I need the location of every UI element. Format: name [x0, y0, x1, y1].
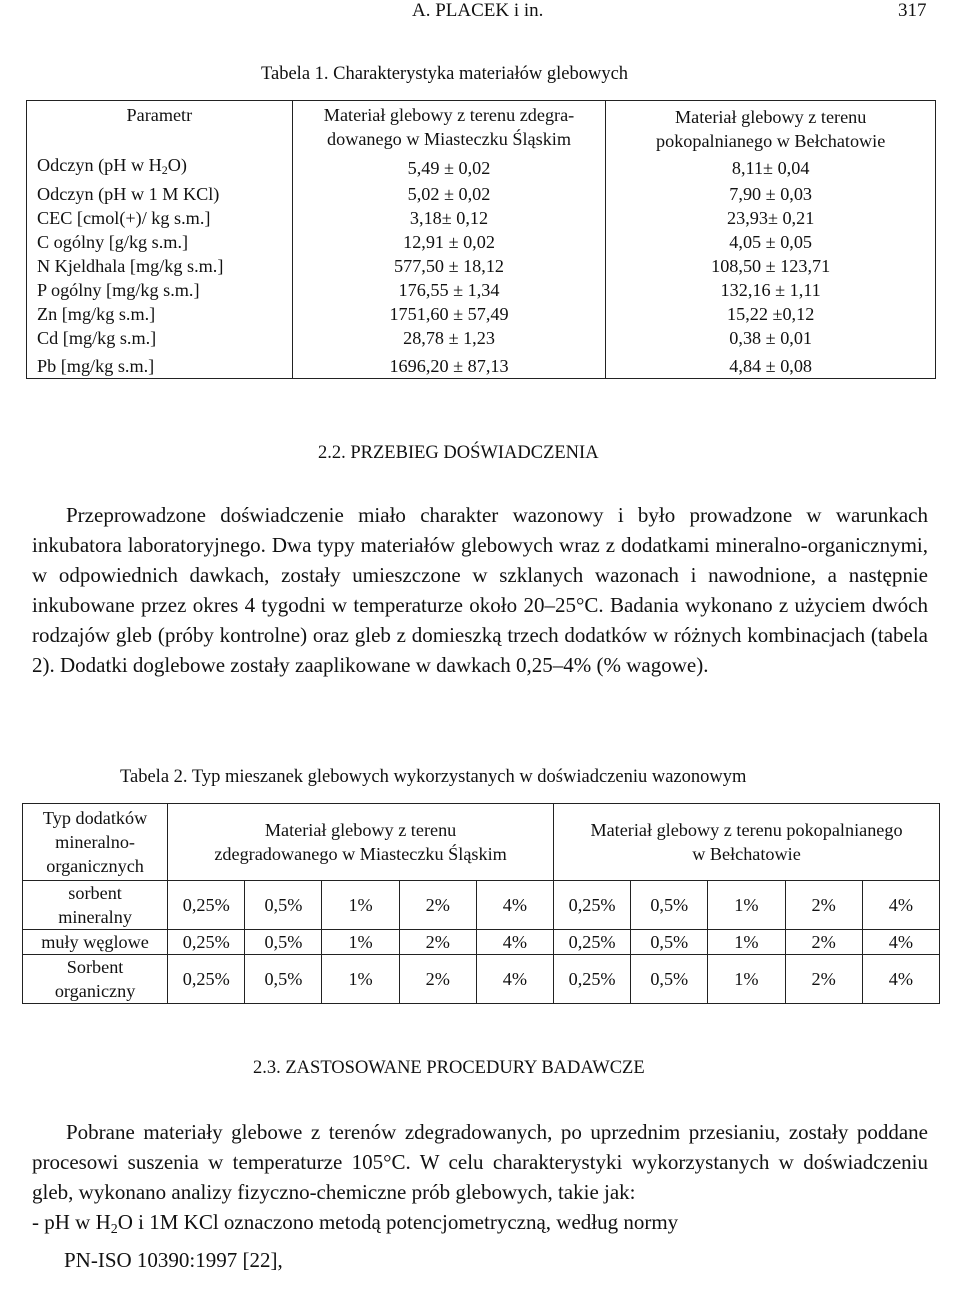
table1-value-b: 15,22 ±0,12 [606, 302, 936, 326]
bullet-item [32, 1207, 928, 1245]
table2-dose: 0,25% [554, 881, 631, 930]
paragraph: Przeprowadzone doświadczenie miało charakter wazonowy i było prowadzone w warunkach inkubatora laboratoryjnego. Dwa typy materiałów glebowych wraz z dodatkami mineralno-organicznymi, w odpowiednich dawkach, zostały umieszczone w szklanych wazonach i nawodnione, a następnie inkubowane przez okres 4 tygodni w temperaturze około 20–25°C. Badania wykonano z użyciem dwóch rodzajów gleb (próby kontrolne) oraz gleb z domieszką trzech dodatków w różnych kombinacjach (tabela 2). Dodatki doglebowe zostały zaaplikowane w dawkach 0,25–4% (% wagowe). [32, 503, 928, 677]
table1-param: CEC [cmol(+)/ kg s.m.] [27, 206, 293, 230]
table2-dose: 2% [785, 881, 862, 930]
table-row [27, 206, 936, 230]
table2-dose: 0,25% [168, 930, 245, 955]
paragraph: Pobrane materiały glebowe z terenów zdegradowanych, po uprzednim przesianiu, zostały poddane procesowi suszenia w temperaturze 105°C. W celu charakterystyki wykorzystanych w doświadczeniu gleb, wykonano analizy fizyczno-chemiczne prób glebowych, takie jak: [32, 1120, 928, 1204]
table1-param: Cd [mg/kg s.m.] [27, 326, 293, 350]
table1-col-a-line1: Materiał glebowy z terenu zdegra- [323, 105, 575, 125]
table2-row-label-line1: sorbent [68, 883, 122, 903]
table-row [27, 254, 936, 278]
page-number: 317 [898, 0, 927, 21]
table2-col-a [168, 804, 554, 881]
table2-col-type-line3: organicznych [46, 856, 144, 876]
table2-dose: 2% [399, 930, 476, 955]
table2-row-label-line2: organiczny [54, 981, 136, 1001]
table1-col-a [292, 101, 606, 154]
table1-col-b [606, 101, 936, 154]
table1-value-a: 28,78 ± 1,23 [292, 326, 606, 350]
table2-dose: 1% [322, 930, 399, 955]
table1-value-b: 8,11± 0,04 [606, 153, 936, 182]
table1-param: Odczyn (pH w $H_2O$) [27, 153, 293, 182]
table2-dose: 2% [785, 930, 862, 955]
table1-value-a: 1696,20 ± 87,13 [292, 350, 606, 379]
table1-header-row [27, 101, 936, 154]
table2-col-type [23, 804, 168, 881]
table2-header-row [23, 804, 940, 881]
table1-value-b: 4,84 ± 0,08 [606, 350, 936, 379]
table-row [23, 881, 940, 930]
table2-dose: 4% [862, 955, 939, 1004]
table1-value-a: 12,91 ± 0,02 [292, 230, 606, 254]
running-header-authors: A. PLACEK i in. [412, 0, 544, 21]
table1-col-param: Parametr [27, 101, 293, 154]
table-row [27, 350, 936, 379]
bullet-item-cont: PN-ISO 10390:1997 [22], [64, 1248, 283, 1272]
table2-row-label-line2: mineralny [58, 907, 132, 927]
table2-dose: 0,5% [631, 955, 708, 1004]
table1-param: C ogólny [g/kg s.m.] [27, 230, 293, 254]
table2-dose: 4% [862, 930, 939, 955]
table2-col-a-line2: zdegradowanego w Miasteczku Śląskim [214, 844, 507, 864]
table1-caption: Tabela 1. Charakterystyka materiałów glebowych [261, 64, 629, 84]
table1-value-b: 7,90 ± 0,03 [606, 182, 936, 206]
table2-col-a-line1: Materiał glebowy z terenu [264, 820, 457, 840]
table1-value-b: 108,50 ± 123,71 [606, 254, 936, 278]
table2-dose: 4% [476, 955, 553, 1004]
table1-value-a: 3,18± 0,12 [292, 206, 606, 230]
table1-value-b: 0,38 ± 0,01 [606, 326, 936, 350]
table1-value-a: 176,55 ± 1,34 [292, 278, 606, 302]
table2-dose: 0,5% [245, 930, 322, 955]
table1-value-b: 23,93± 0,21 [606, 206, 936, 230]
table2-row-label [23, 881, 168, 930]
table1-col-b-line1: Materiał glebowy z terenu [674, 107, 867, 127]
table1-param: N Kjeldhala [mg/kg s.m.] [27, 254, 293, 278]
table1-param: Pb [mg/kg s.m.] [27, 350, 293, 379]
table1-param: Zn [mg/kg s.m.] [27, 302, 293, 326]
table2-dose: 2% [399, 955, 476, 1004]
table1-col-a-line2: dowanego w Miasteczku Śląskim [327, 129, 571, 149]
table2-dose: 4% [476, 881, 553, 930]
table2-dose: 2% [399, 881, 476, 930]
section-2-2-body [32, 500, 928, 680]
table1-param: Odczyn (pH w 1 M KCl) [27, 182, 293, 206]
table2-dose: 0,5% [245, 955, 322, 1004]
table2-col-type-line1: Typ dodatków [42, 808, 148, 828]
table2-col-b-line2: w Bełchatowie [692, 844, 801, 864]
table2-dose: 4% [862, 881, 939, 930]
table2-dose: 0,25% [168, 881, 245, 930]
table2-dose: 4% [476, 930, 553, 955]
table2-dose: 1% [322, 955, 399, 1004]
table1 [26, 100, 936, 379]
table2-dose: 1% [322, 881, 399, 930]
table1-value-a: 5,02 ± 0,02 [292, 182, 606, 206]
table2-col-b-line1: Materiał glebowy z terenu pokopalnianego [590, 820, 903, 840]
table2-row-label: muły węglowe [23, 930, 168, 955]
table1-value-b: 4,05 ± 0,05 [606, 230, 936, 254]
table-row [27, 230, 936, 254]
table2-caption: Tabela 2. Typ mieszanek glebowych wykorzystanych w doświadczeniu wazonowym [120, 767, 747, 787]
table-row [23, 955, 940, 1004]
table2-dose: 1% [708, 955, 785, 1004]
bullet-text-cont: O i 1M KCl oznaczono metodą potencjometryczną, według normy [117, 1210, 679, 1234]
table2-dose: 0,25% [554, 930, 631, 955]
table2-dose: 2% [785, 955, 862, 1004]
table-row [23, 930, 940, 955]
table-row [27, 326, 936, 350]
table2-dose: 0,5% [631, 930, 708, 955]
section-heading-2-3: 2.3. ZASTOSOWANE PROCEDURY BADAWCZE [253, 1058, 645, 1078]
table2 [22, 803, 940, 1004]
section-heading-2-2: 2.2. PRZEBIEG DOŚWIADCZENIA [318, 443, 599, 463]
table-row [27, 182, 936, 206]
table2-dose: 1% [708, 930, 785, 955]
table2-dose: 0,25% [168, 955, 245, 1004]
table2-dose: 0,25% [554, 955, 631, 1004]
subscript: 2 [110, 1222, 118, 1237]
section-2-3-body [32, 1117, 928, 1275]
table2-row-label-line1: Sorbent [66, 957, 124, 977]
table-row [27, 302, 936, 326]
table1-value-b: 132,16 ± 1,11 [606, 278, 936, 302]
table1-param: P ogólny [mg/kg s.m.] [27, 278, 293, 302]
table2-dose: 0,5% [631, 881, 708, 930]
table1-value-a: 577,50 ± 18,12 [292, 254, 606, 278]
table-row [27, 278, 936, 302]
table2-dose: 1% [708, 881, 785, 930]
table1-value-a: 5,49 ± 0,02 [292, 153, 606, 182]
bullet-text: - pH w H [32, 1210, 111, 1234]
table2-col-type-line2: mineralno- [55, 832, 135, 852]
table1-col-b-line2: pokopalnianego w Bełchatowie [656, 131, 886, 151]
table2-row-label [23, 955, 168, 1004]
table1-value-a: 1751,60 ± 57,49 [292, 302, 606, 326]
table2-col-b [554, 804, 940, 881]
table2-dose: 0,5% [245, 881, 322, 930]
table-row [27, 153, 936, 182]
